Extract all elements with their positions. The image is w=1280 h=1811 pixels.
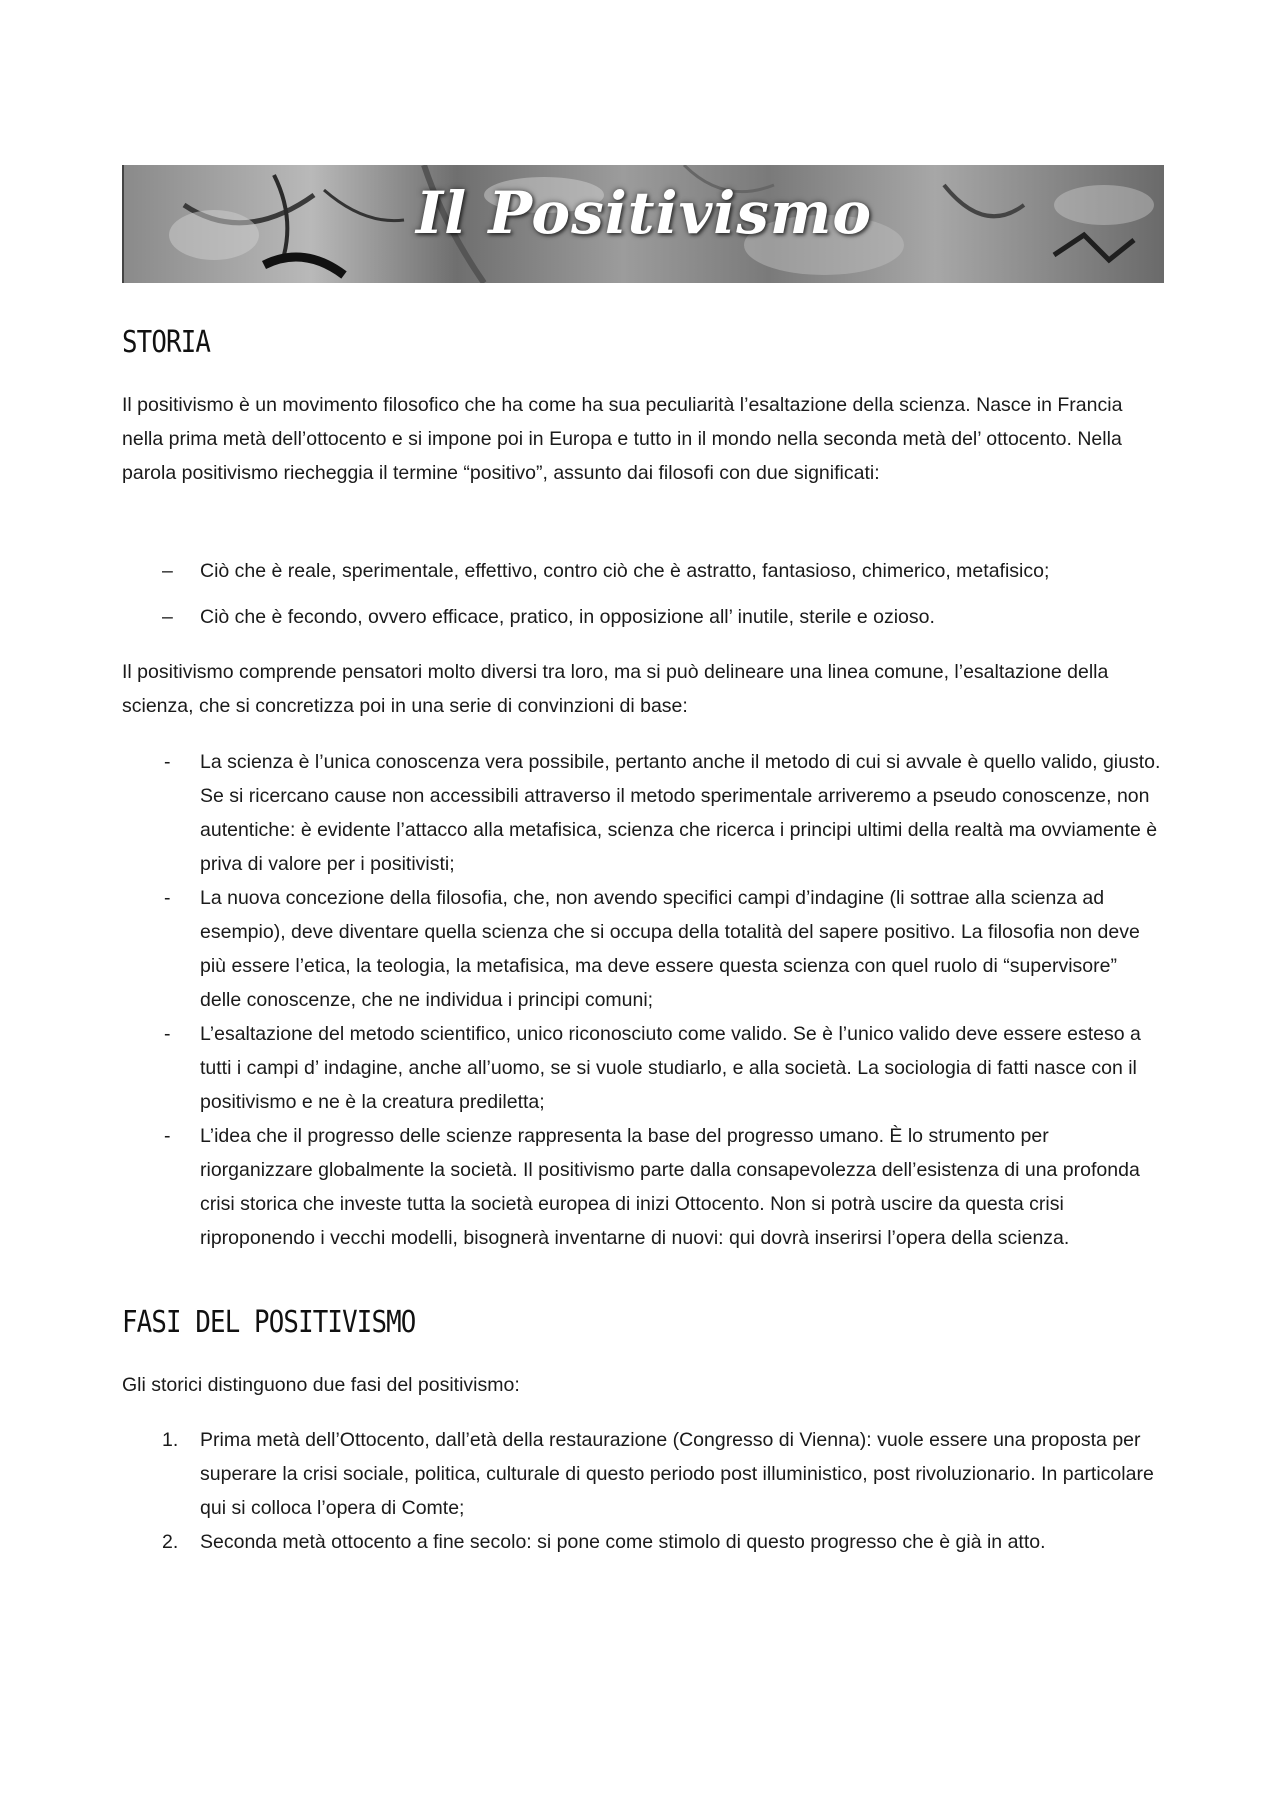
fasi-intro-block [122,1368,1162,1402]
convictions-list [122,745,1162,1255]
dash-bullet: - [164,1023,171,1045]
dash-bullet: - [164,1125,171,1147]
storia-paragraph-2-block [122,655,1162,723]
meanings-list [122,554,1162,634]
list-item-text: La scienza è l’unica conoscenza vera possibile, pertanto anche il metodo di cui si avvale è quello valido, giusto. Se si ricercano cause non accessibili attraverso il metodo sperimentale arriveremo a pseudo conoscenze, non autentiche: è evidente l’attacco alla metafisica, scienza che ricerca i principi ultimi della realtà ma ovviamente è priva di valore per i positivisti; [200,751,1161,875]
list-item [122,1423,1162,1525]
list-item-text: La nuova concezione della filosofia, che, non avendo specifici campi d’indagine (li sottrae alla scienza ad esempio), deve diventare quella scienza che si occupa della totalità del sapere positivo. La filosofia non deve più essere l’etica, la teologia, la metafisica, ma deve essere questa scienza con quel ruolo di “supervisore” delle conoscenze, che ne individua i principi comuni; [200,887,1140,1011]
list-item-text: L’idea che il progresso delle scienze rappresenta la base del progresso umano. È lo strumento per riorganizzare globalmente la società. Il positivismo parte dalla consapevolezza dell’esistenza di una profonda crisi storica che investe tutta la società europea di inizi Ottocento. Non si potrà uscire da questa crisi riproponendo i vecchi modelli, bisognerà inventarne di nuovi: qui dovrà inserirsi l’opera della scienza. [200,1125,1140,1249]
dash-bullet: - [164,887,171,909]
section-heading-storia: STORIA [122,325,211,360]
page-title: Il Positivismo [415,179,873,247]
phases-list [122,1423,1162,1559]
dash-bullet: - [164,751,171,773]
list-item [122,600,1162,634]
fasi-intro: Gli storici distinguono due fasi del positivismo: [122,1374,520,1396]
list-number: 1. [162,1429,179,1451]
list-item [122,881,1162,1017]
list-item-text: L’esaltazione del metodo scientifico, unico riconosciuto come valido. Se è l’unico valido deve essere esteso a tutti i campi d’ indagine, anche all’uomo, se si vuole studiarlo, e alla società. La sociologia di fatti nasce con il positivismo e ne è la creatura prediletta; [200,1023,1141,1113]
list-item-text: Prima metà dell’Ottocento, dall’età della restaurazione (Congresso di Vienna): vuole essere una proposta per superare la crisi sociale, politica, culturale di questo periodo post illuministico, post rivoluzionario. In particolare qui si colloca l’opera di Comte; [200,1429,1154,1519]
storia-paragraph-2: Il positivismo comprende pensatori molto diversi tra loro, ma si può delineare una linea comune, l’esaltazione della scienza, che si concretizza poi in una serie di convinzioni di base: [122,661,1109,717]
storia-intro-block [122,388,1162,490]
list-item [122,554,1162,588]
storia-intro: Il positivismo è un movimento filosofico che ha come ha sua peculiarità l’esaltazione della scienza. Nasce in Francia nella prima metà dell’ottocento e si impone poi in Europa e tutto in il mondo nella seconda metà del’ ottocento. Nella parola positivismo riecheggia il termine “positivo”, assunto dai filosofi con due significati: [122,394,1123,484]
dash-bullet: – [162,560,173,582]
list-item-text: Ciò che è fecondo, ovvero efficace, pratico, in opposizione all’ inutile, sterile e ozioso. [200,606,935,628]
list-item [122,1119,1162,1255]
section-heading-fasi: FASI DEL POSITIVISMO [122,1305,416,1340]
list-item [122,745,1162,881]
list-item [122,1525,1162,1559]
dash-bullet: – [162,606,173,628]
list-number: 2. [162,1531,179,1553]
list-item [122,1017,1162,1119]
title-banner [122,165,1164,283]
list-item-text: Seconda metà ottocento a fine secolo: si pone come stimolo di questo progresso che è già in atto. [200,1531,1046,1553]
list-item-text: Ciò che è reale, sperimentale, effettivo, contro ciò che è astratto, fantasioso, chimerico, metafisico; [200,560,1050,582]
